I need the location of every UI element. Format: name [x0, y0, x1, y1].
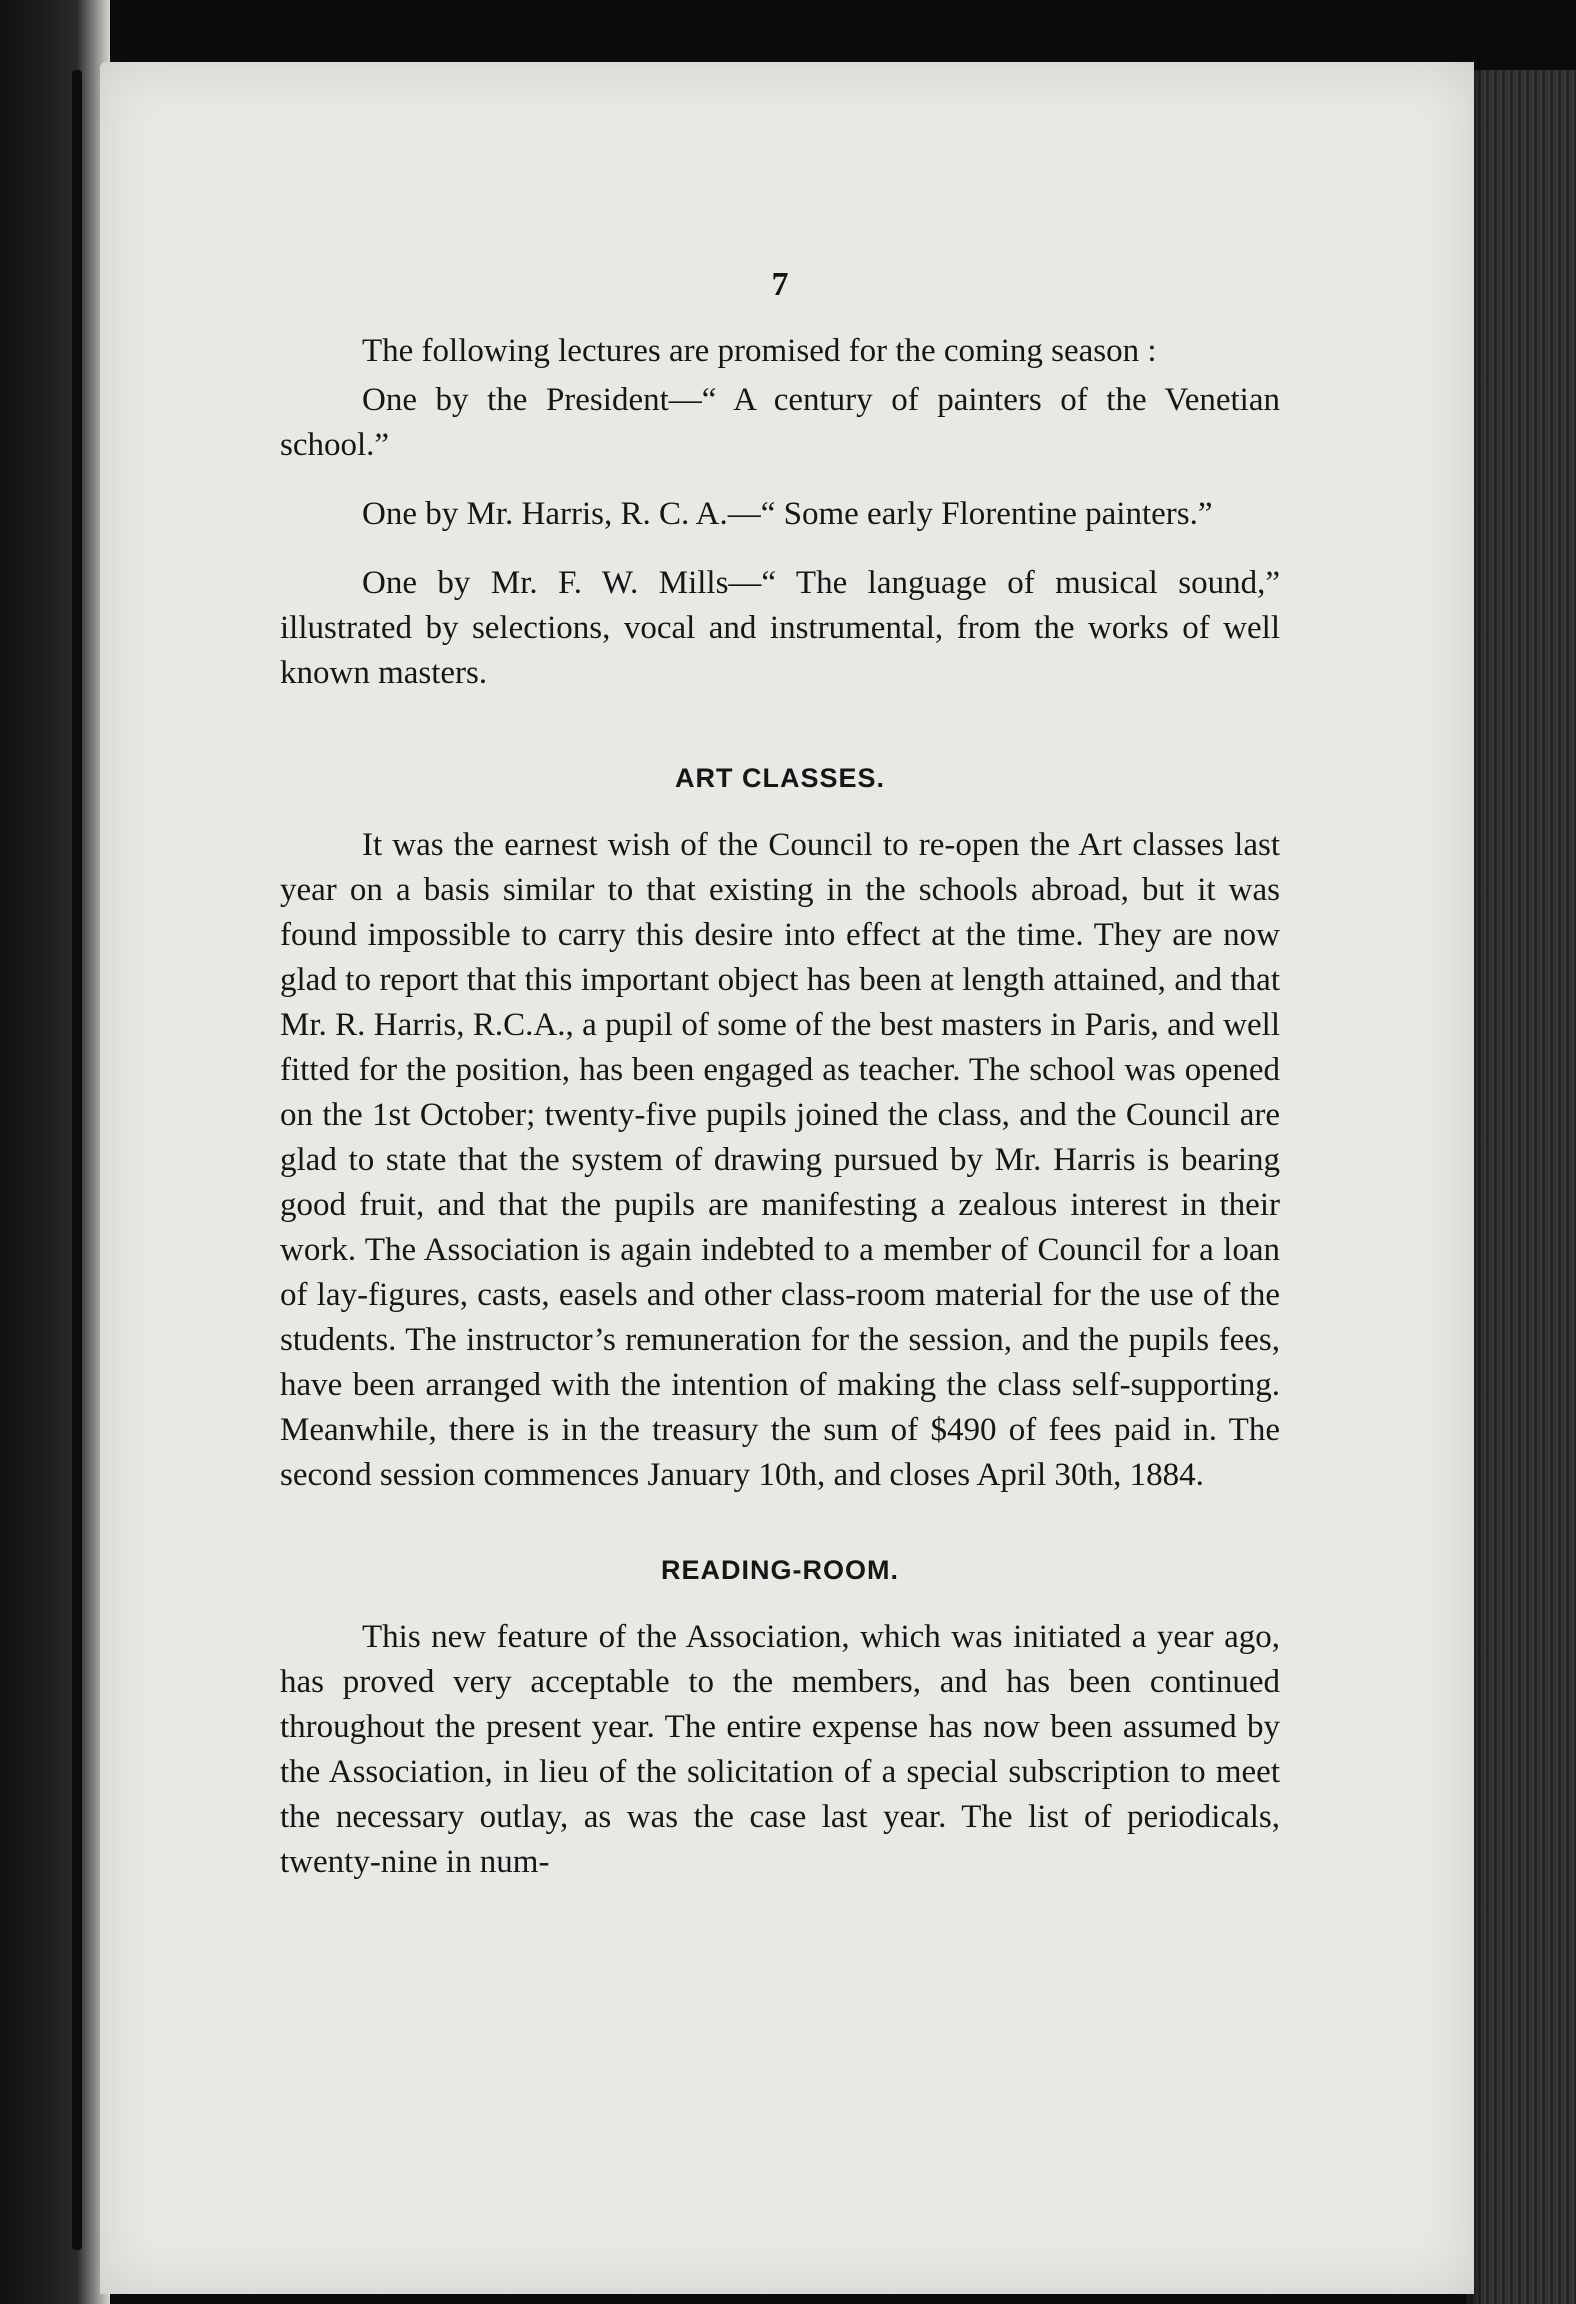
- book-binding: [0, 0, 110, 2304]
- lectures-intro: The following lectures are promised for the coming season :: [362, 333, 1157, 369]
- page-number: 7: [771, 266, 789, 303]
- art-classes-body: It was the earnest wish of the Council to re-open the Art classes last year on a basis similar to that existing in the schools abroad, but it was found impossible to carry this desire into effect at the time. They are now glad to report that this important object has been at length attained, and that Mr. R. Harris, R.C.A., a pupil of some of the best masters in Paris, and well fitted for the position, has been engaged as teacher. The school was opened on the 1st October; twenty-five pupils joined the class, and the Council are glad to state that the system of drawing pursued by Mr. Harris is bearing good fruit, and that the pupils are manifesting a zealous interest in their work. The Association is again indebted to a member of Council for a loan of lay-figures, casts, easels and other class-room material for the use of the students. The instructor’s remuneration for the session, and the pupils fees, have been arranged with the intention of making the class self-supporting. Meanwhile, there is in the treasury the sum of $490 of fees paid in. The second session commences January 10th, and closes April 30th, 1884.: [280, 827, 1280, 1493]
- spine-edge: [72, 70, 82, 2250]
- lecture-item: One by Mr. F. W. Mills—“ The language of musical sound,” illustrated by selections, vocal and instrumental, from the works of well known masters.: [280, 565, 1280, 691]
- art-classes-heading: ART CLASSES.: [674, 763, 886, 793]
- book-page: [100, 62, 1474, 2294]
- page-fore-edge: [1466, 70, 1576, 2304]
- page-text: [280, 262, 1280, 1909]
- reading-room-heading: READING-ROOM.: [661, 1555, 899, 1585]
- reading-room-body: This new feature of the Association, which was initiated a year ago, has proved very acceptable to the members, and has been continued throughout the present year. The entire expense has now been assumed by the Association, in lieu of the solicitation of a special subscription to meet the necessary outlay, as was the case last year. The list of periodicals, twenty-nine in num-: [280, 1619, 1280, 1880]
- lecture-item: One by Mr. Harris, R. C. A.—“ Some early Florentine painters.”: [362, 496, 1213, 532]
- lecture-item: One by the President—“ A century of painters of the Venetian school.”: [280, 382, 1280, 463]
